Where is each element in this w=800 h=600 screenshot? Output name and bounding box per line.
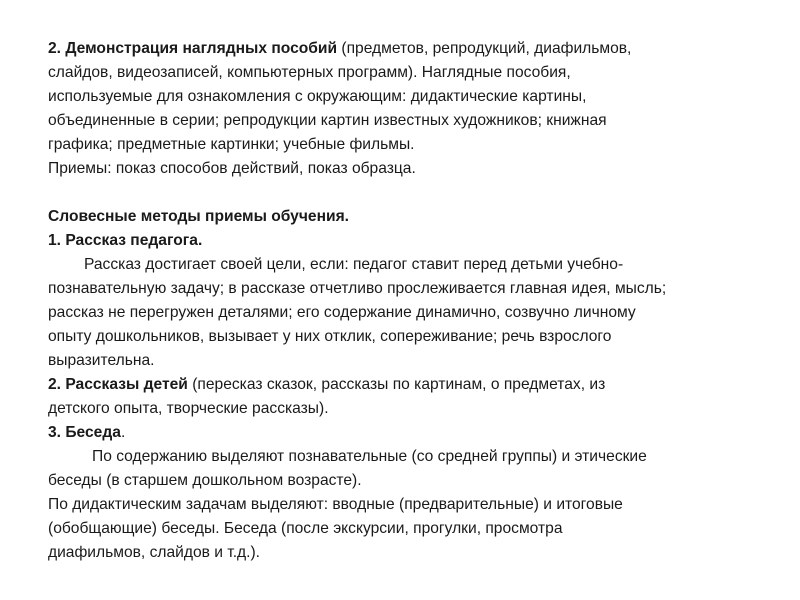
spacer (48, 181, 768, 205)
conversation-line (48, 421, 768, 445)
paragraph-line: познавательную задачу; в рассказе отчетливо прослеживается главная идея, мысль; (48, 280, 667, 297)
conversation-title-rest: . (120, 424, 126, 441)
paragraph-line: объединенные в серии; репродукции картин известных художников; книжная (48, 112, 607, 129)
paragraph-line: беседы (в старшем дошкольном возрасте). (48, 472, 362, 489)
paragraph-line: диафильмов, слайдов и т.д.). (48, 544, 260, 561)
visual-aids-heading-rest: (предметов, репродукций, диафильмов, (337, 40, 632, 57)
paragraph-line: (обобщающие) беседы. Беседа (после экскурсии, прогулки, просмотра (48, 520, 563, 537)
visual-aids-heading: 2. Демонстрация наглядных пособий (48, 40, 338, 57)
paragraph-line: По дидактическим задачам выделяют: вводные (предварительные) и итоговые (48, 496, 623, 513)
conversation-title: 3. Беседа (48, 424, 121, 441)
paragraph-line: используемые для ознакомления с окружающим: дидактические картины, (48, 88, 587, 105)
slide-text (48, 37, 768, 565)
paragraph-line: Рассказ достигает своей цели, если: педагог ставит перед детьми учебно- (84, 256, 624, 273)
techniques-line: Приемы: показ способов действий, показ образца. (48, 160, 416, 177)
verbal-methods-heading: Словесные методы приемы обучения. (48, 208, 350, 225)
paragraph-line: выразительна. (48, 352, 155, 369)
paragraph-line: рассказ не перегружен деталями; его содержание динамично, созвучно личному (48, 304, 636, 321)
paragraph-line: слайдов, видеозаписей, компьютерных программ). Наглядные пособия, (48, 64, 571, 81)
paragraph-line: графика; предметные картинки; учебные фильмы. (48, 136, 415, 153)
paragraph-line: детского опыта, творческие рассказы). (48, 400, 329, 417)
visual-aids-heading-line (48, 37, 768, 61)
paragraph-line: опыту дошкольников, вызывает у них отклик, сопереживание; речь взрослого (48, 328, 612, 345)
paragraph-line: По содержанию выделяют познавательные (со средней группы) и этические (92, 448, 647, 465)
children-stories-line (48, 373, 768, 397)
children-stories-title: 2. Рассказы детей (48, 376, 188, 393)
children-stories-rest: (пересказ сказок, рассказы по картинам, о предметах, из (187, 376, 606, 393)
teacher-story-title: 1. Рассказ педагога. (48, 232, 203, 249)
